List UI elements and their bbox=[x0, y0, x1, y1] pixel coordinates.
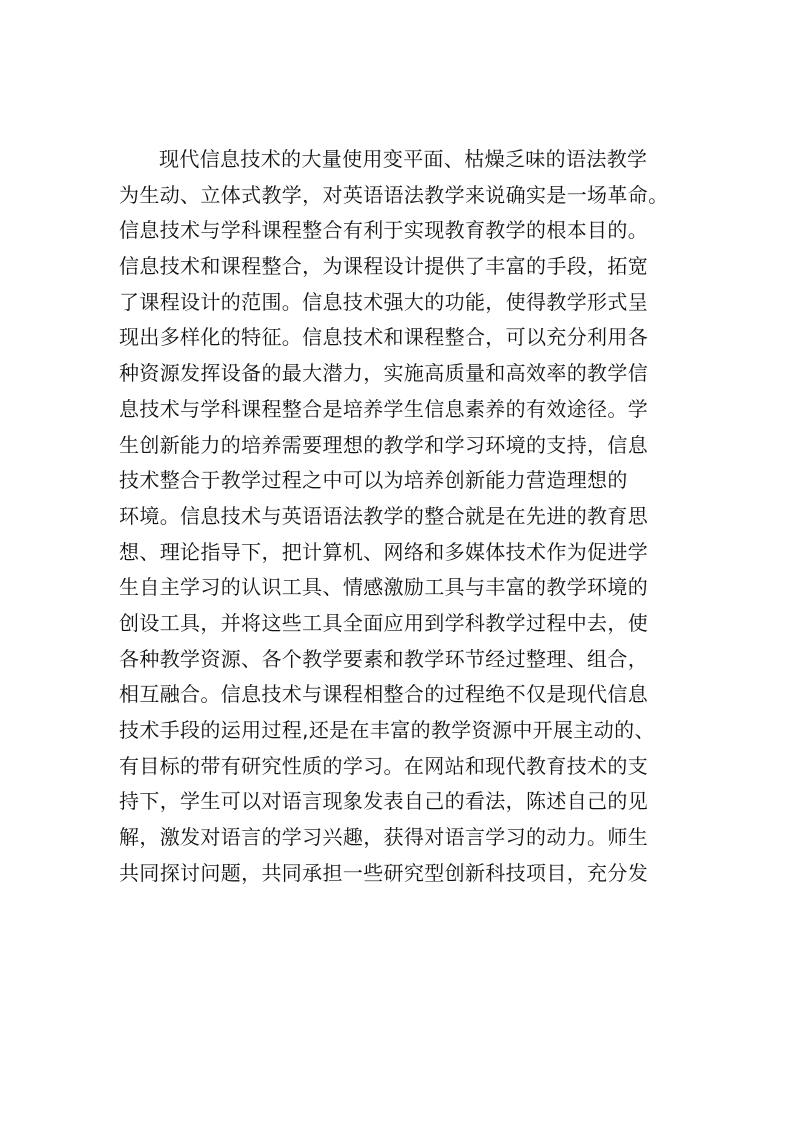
text-line: 信息技术与学科课程整合有利于实现教育教学的根本目的。 bbox=[119, 218, 649, 243]
text-line: 了课程设计的范围。信息技术强大的功能，使得教学形式呈 bbox=[119, 289, 649, 314]
text-line: 为生动、立体式教学，对英语语法教学来说确实是一场革命。 bbox=[119, 182, 669, 207]
text-line: 技术手段的运用过程,还是在丰富的教学资源中开展主动的、 bbox=[119, 718, 655, 742]
text-line: 解，激发对语言的学习兴趣，获得对语言学习的动力。师生 bbox=[119, 825, 649, 850]
text-line: 生创新能力的培养需要理想的教学和学习环境的支持，信息 bbox=[119, 432, 649, 457]
text-line: 信息技术和课程整合，为课程设计提供了丰富的手段，拓宽 bbox=[119, 254, 649, 279]
text-line: 想、理论指导下，把计算机、网络和多媒体技术作为促进学 bbox=[119, 539, 649, 564]
text-line: 技术整合于教学过程之中可以为培养创新能力营造理想的 bbox=[119, 468, 628, 493]
text-line: 共同探讨问题，共同承担一些研究型创新科技项目，充分发 bbox=[119, 860, 649, 885]
body-paragraph bbox=[119, 142, 679, 891]
text-line: 现出多样化的特征。信息技术和课程整合，可以充分利用各 bbox=[119, 325, 649, 350]
text-line: 息技术与学科课程整合是培养学生信息素养的有效途径。学 bbox=[119, 396, 649, 421]
text-line: 各种教学资源、各个教学要素和教学环节经过整理、组合， bbox=[119, 646, 649, 671]
text-line: 有目标的带有研究性质的学习。在网站和现代教育技术的支 bbox=[119, 753, 649, 778]
text-line: 相互融合。信息技术与课程相整合的过程绝不仅是现代信息 bbox=[119, 682, 649, 707]
text-line: 生自主学习的认识工具、情感激励工具与丰富的教学环境的 bbox=[119, 575, 649, 600]
text-line: 现代信息技术的大量使用变平面、枯燥乏味的语法教学 bbox=[159, 147, 648, 171]
text-line: 持下，学生可以对语言现象发表自己的看法，陈述自己的见 bbox=[119, 789, 649, 814]
text-line: 创设工具，并将这些工具全面应用到学科教学过程中去，使 bbox=[119, 610, 649, 635]
text-line: 种资源发挥设备的最大潜力，实施高质量和高效率的教学信 bbox=[119, 361, 649, 386]
text-line: 环境。信息技术与英语语法教学的整合就是在先进的教育思 bbox=[119, 503, 649, 528]
